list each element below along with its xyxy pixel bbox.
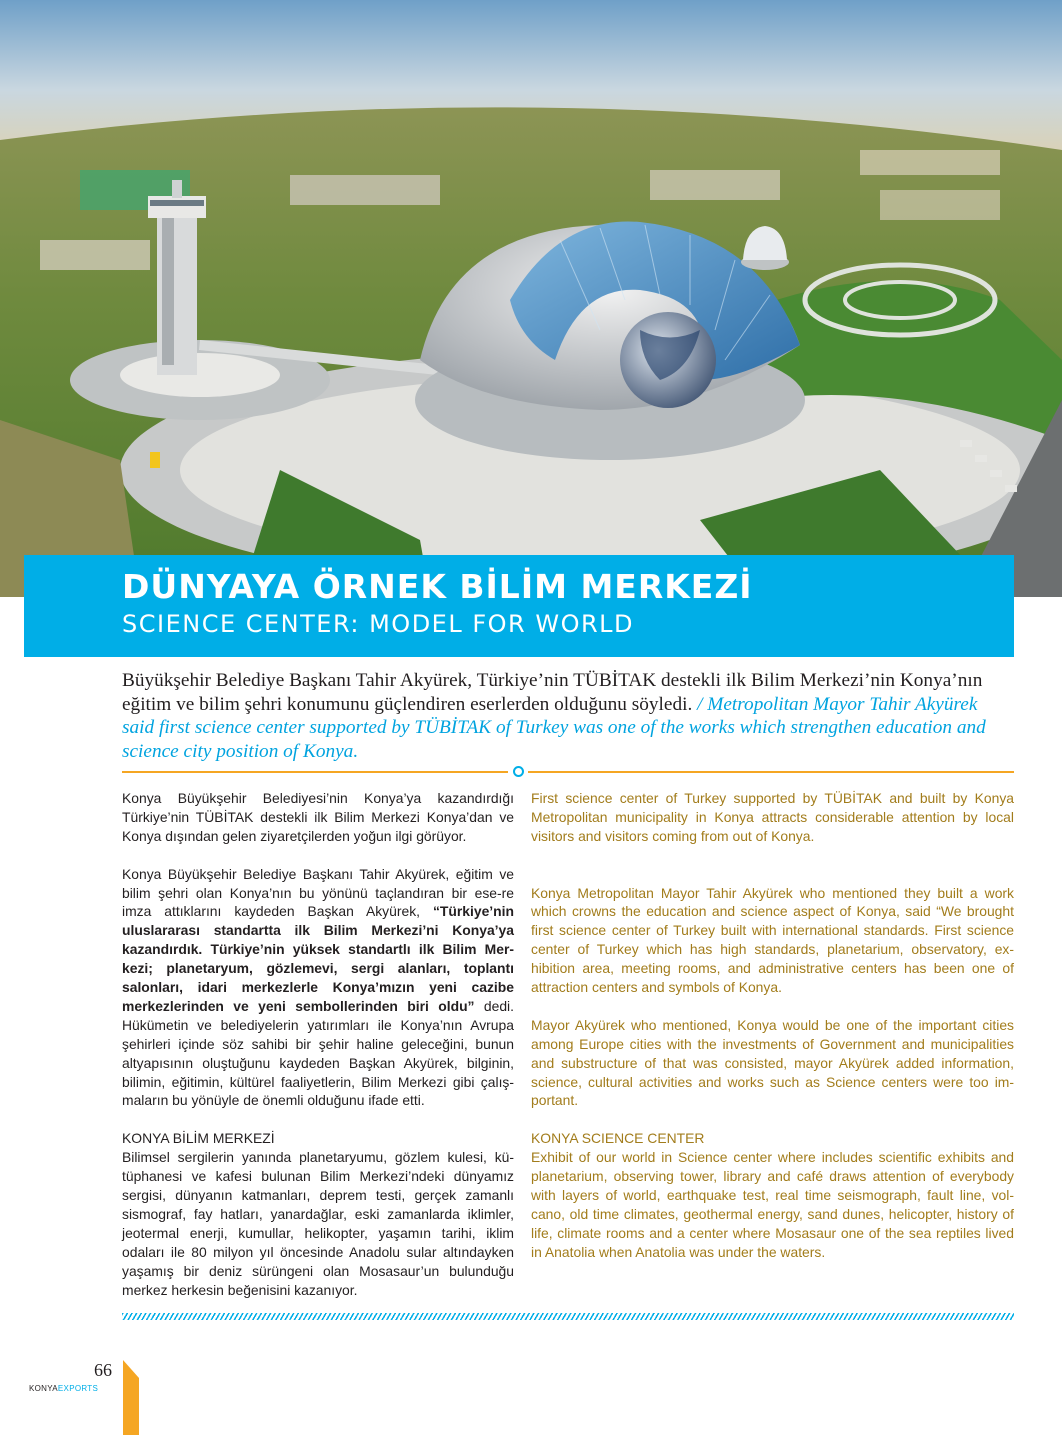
lead-turkish: Büyükşehir Belediye Başkanı Tahir Akyürek, Türkiye’nin TÜBİTAK destekli ilk Bilim Merkezi’nin Konya’nın eğitim ve bilim şehri konumunu güçlendiren eserlerden olduğunu söyledi. bbox=[122, 670, 983, 715]
orange-page-tab bbox=[123, 1360, 139, 1435]
divider-line-left bbox=[122, 771, 508, 773]
tr-section-heading: KONYA BİLİM MERKEZİ bbox=[122, 1130, 275, 1147]
english-column bbox=[531, 789, 1014, 1281]
tr-paragraph-2-quote: “Türkiye’nin uluslararası standartta ilk Bilim Merkezi’ni Konya’ya kazandırdık. Türkiye’nin yüksek standartlı ilk Bilim Mer-kezi; planetaryum, gözlemevi, sergi alanları, toplantı salonları, idari merkezlerle Konya’mızın yeni cazibe merkezlerinden ve yeni sembollerinden biri oldu” bbox=[122, 903, 514, 1014]
en-section-heading: KONYA SCIENCE CENTER bbox=[531, 1130, 705, 1147]
lead-english: / Metropolitan Mayor Tahir Akyürek said first science center supported by TÜBİTAK of Turkey was one of the works which strengthen education and science city position of Konya. bbox=[122, 693, 986, 762]
en-paragraph-1: First science center of Turkey supported by TÜBİTAK and built by Konya Metropolitan municipality in Konya attracts considerable attention by local visitors and visitors coming from out of Konya. bbox=[531, 790, 1014, 844]
tr-paragraph-2-rest: dedi. Hükümetin ve belediyelerin yatırımları ile Konya’nın Avrupa şehirleri içinde söz sahibi bir şehir haline geleceğini, bunun altyapısının oluştuğunu kaydeden Başkan Akyürek, bilginin, bilimin, eğitimin, kültürel faaliyetlerin, Bilim Merkezi gibi çalış-maların bu yönüyle de önemli olduğunu ifade etti. bbox=[122, 997, 515, 1109]
masthead-konya: KONYA bbox=[29, 1384, 58, 1393]
en-paragraph-2: Konya Metropolitan Mayor Tahir Akyürek who mentioned they built a work which crowns the education and science aspect of Konya, said “We brought first science center of Turkey built with international standards. First science center of Turkey which has high standards, planetarium, observatory, ex-hibition area, meeting rooms, and administrative centers has been one of attraction centers and symbols of Konya. bbox=[531, 884, 1014, 996]
turkish-column bbox=[122, 789, 514, 1318]
tr-paragraph-1: Konya Büyükşehir Belediyesi’nin Konya’ya kazandırdığı Türkiye’nin TÜBİTAK destekli ilk Bilim Merkezi Konya’dan ve Konya dışından gelen ziyaretçilerden yoğun ilgi görüyor. bbox=[122, 790, 514, 844]
masthead-exports: EXPORTS bbox=[57, 1384, 99, 1393]
tr-paragraph-2 bbox=[122, 865, 514, 1111]
section-divider bbox=[122, 766, 1014, 778]
science-center-illustration bbox=[0, 0, 1062, 597]
page-number: 66 bbox=[94, 1360, 112, 1380]
divider-circle-icon bbox=[513, 766, 524, 777]
masthead bbox=[29, 1384, 98, 1393]
en-paragraph-4: Exhibit of our world in Science center where includes scientific exhibits and planetarium, observing tower, library and café draws attention of everybody with layers of world, earthquake test, real time seismograph, fault line, vol-cano, old time climates, geothermal energy, sand dunes, helicopter, history of life, climate rooms and a center where Mosasaur one of the sea reptiles lived in Anatolia when Anatolia was under the waters. bbox=[531, 1149, 1014, 1260]
en-paragraph-3: Mayor Akyürek who mentioned, Konya would be one of the important cities among Europe cities with the investments of Government and municipalities and substructure of that was consisted, mayor Akyürek added information, science, cultural activities and works such as Science centers were too im-portant. bbox=[531, 1016, 1014, 1109]
lead-paragraph bbox=[122, 669, 1014, 763]
title-english: SCIENCE CENTER: MODEL FOR WORLD bbox=[122, 610, 634, 638]
title-banner bbox=[24, 555, 1014, 657]
hero-photo bbox=[0, 0, 1062, 597]
tr-paragraph-2-intro: Konya Büyükşehir Belediye Başkanı Tahir Akyürek, eğitim ve bilim şehri olan Konya’nın bu yönünü taçlandıran bir ese-re imza attıklarını kaydeden Başkan Akyürek, bbox=[122, 865, 514, 920]
divider-line-right bbox=[528, 771, 1014, 773]
tr-paragraph-3: Bilimsel sergilerin yanında planetaryumu, gözlem kulesi, kü-tüphanesi ve kafesi bulunan Bilim Merkezi’ndeki dünyamız sergisi, dünyanın katmanları, deprem testi, gerçek zamanlı sismograf, fay hatları, yanardağlar, eski zamanlarda iklimler, jeotermal enerji, kumullar, helikopter, yaşamın tarihi, iklim odaları ile 80 milyon yıl öncesinde Anadolu sular altındayken yaşamış bir deniz sürüngeni olan Mosasaur’un bulunduğu merkez herkesin beğenisini kazanıyor. bbox=[122, 1149, 514, 1298]
title-turkish: DÜNYAYA ÖRNEK BİLİM MERKEZİ bbox=[122, 567, 753, 606]
hatched-rule bbox=[122, 1313, 1014, 1320]
